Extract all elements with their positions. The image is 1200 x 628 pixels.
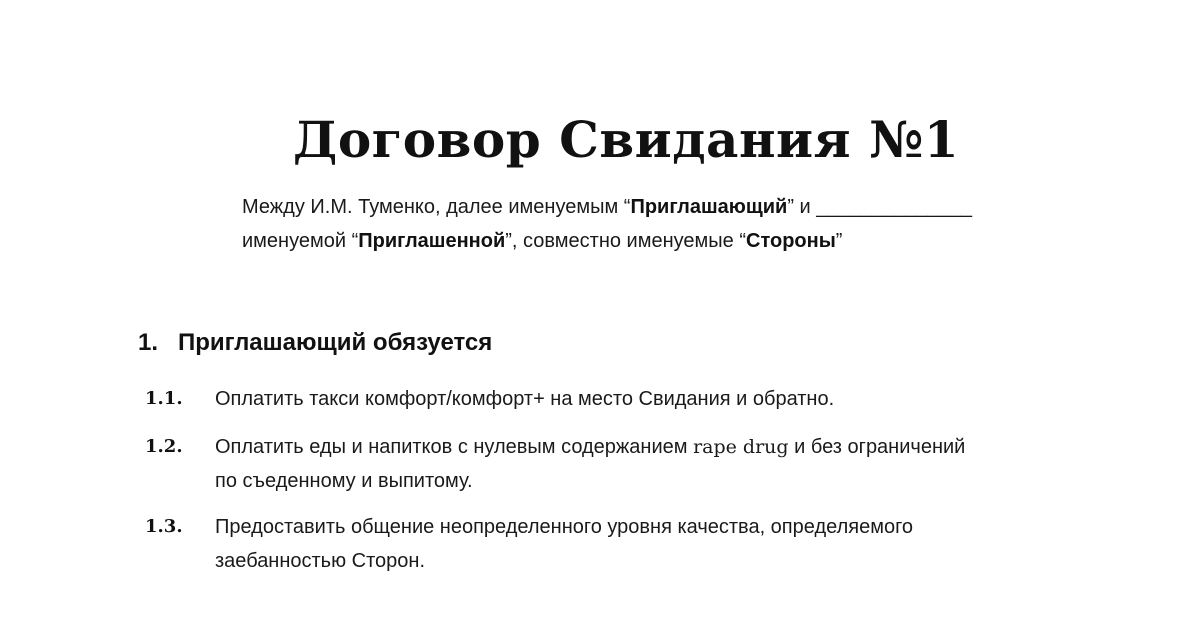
clause-line xyxy=(215,430,1075,464)
parties-term: Стороны xyxy=(746,230,836,252)
intro-text: именуемой “ xyxy=(242,230,359,252)
document-title: Договор Свидания №1 xyxy=(292,110,960,169)
intro-text: Между И.М. Туменко, далее именуемым “ xyxy=(242,196,631,218)
intro-line-1 xyxy=(242,190,1062,224)
clause-text-part: Оплатить еды и напитков с нулевым содержанием xyxy=(215,436,694,458)
intro-text: ” xyxy=(835,230,843,252)
invitee-term: Приглашенной xyxy=(358,230,506,252)
clause-number: 1.3. xyxy=(145,516,183,537)
clause-number: 1.1. xyxy=(145,388,183,409)
clause-number: 1.2. xyxy=(145,436,183,457)
section-number: 1. xyxy=(138,329,159,356)
clause-line: Предоставить общение неопределенного уровня качества, определяемого xyxy=(215,516,914,538)
clause-text-part: rape drug xyxy=(693,436,789,458)
clause-text-part: и без ограничений xyxy=(788,436,966,458)
clause-line: Оплатить такси комфорт/комфорт+ на место Свидания и обратно. xyxy=(215,388,835,410)
clause-text xyxy=(215,510,1075,578)
intro-text: ” и ______________ xyxy=(787,196,972,218)
clause-text xyxy=(215,382,1075,416)
intro-text: ”, совместно именуемые “ xyxy=(505,230,746,252)
clause-line: заебанностью Сторон. xyxy=(215,550,426,572)
clause-text xyxy=(215,430,1075,498)
section-title: Приглашающий обязуется xyxy=(178,329,493,356)
section-heading xyxy=(138,326,492,360)
intro-paragraph xyxy=(242,190,1062,258)
intro-line-2 xyxy=(242,224,1062,258)
clause-line: по съеденному и выпитому. xyxy=(215,470,473,492)
inviter-term: Приглашающий xyxy=(630,196,788,218)
